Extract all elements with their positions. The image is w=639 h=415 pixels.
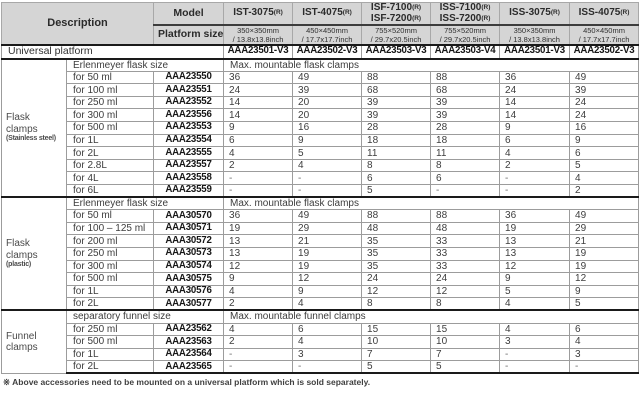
value-cell: 5: [570, 159, 639, 172]
value-cell: 24: [500, 84, 570, 97]
universal-platform-code: AAA23502-V3: [293, 45, 362, 59]
catalog-code-cell: AAA30575: [154, 273, 224, 286]
catalog-code-cell: AAA30576: [154, 285, 224, 298]
value-cell: 9: [570, 285, 639, 298]
value-cell: 7: [362, 348, 431, 361]
value-cell: 14: [500, 96, 570, 109]
value-cell: 33: [431, 247, 500, 260]
universal-platform-code: AAA23503-V4: [431, 45, 500, 59]
value-cell: 9: [293, 285, 362, 298]
value-cell: 9: [224, 122, 293, 135]
value-cell: -: [293, 184, 362, 197]
value-cell: 4: [224, 285, 293, 298]
value-cell: 21: [570, 235, 639, 248]
value-cell: 4: [500, 323, 570, 336]
value-cell: 39: [570, 84, 639, 97]
model-header-1: [293, 3, 362, 26]
platform-size-line: / 29.7x20.5inch: [370, 35, 422, 44]
value-cell: 15: [431, 323, 500, 336]
model-header-2: [362, 3, 431, 26]
registered-mark: (R): [620, 9, 630, 17]
value-cell: 3: [570, 348, 639, 361]
value-cell: 20: [293, 109, 362, 122]
value-cell: 12: [293, 273, 362, 286]
catalog-code-cell: AAA23550: [154, 71, 224, 84]
catalog-code-cell: AAA23558: [154, 172, 224, 185]
value-cell: 48: [362, 222, 431, 235]
catalog-code-cell: AAA23554: [154, 134, 224, 147]
value-cell: 6: [570, 147, 639, 160]
universal-platform-code: AAA23501-V3: [500, 45, 570, 59]
value-cell: 36: [500, 210, 570, 223]
value-cell: 16: [293, 122, 362, 135]
value-cell: 35: [362, 247, 431, 260]
value-cell: 10: [431, 336, 500, 349]
max-clamps-header: Max. mountable funnel clamps: [224, 310, 639, 323]
data-row: [2, 260, 639, 273]
section-2-header-row: [2, 310, 639, 323]
value-cell: 19: [570, 247, 639, 260]
value-cell: -: [431, 184, 500, 197]
value-cell: 13: [224, 247, 293, 260]
value-cell: 29: [293, 222, 362, 235]
value-cell: 19: [570, 260, 639, 273]
value-cell: 49: [570, 71, 639, 84]
catalog-code-cell: AAA23551: [154, 84, 224, 97]
category-note: (Stainless steel): [6, 135, 56, 143]
max-clamps-header: Max. mountable flask clamps: [224, 197, 639, 210]
model-header-0: [224, 3, 293, 26]
value-cell: -: [224, 361, 293, 374]
value-cell: -: [224, 184, 293, 197]
value-cell: 2: [224, 159, 293, 172]
data-row: [2, 222, 639, 235]
value-cell: 49: [293, 71, 362, 84]
value-cell: 6: [224, 134, 293, 147]
value-cell: 9: [500, 273, 570, 286]
model-label: Model: [154, 3, 224, 26]
data-row: [2, 172, 639, 185]
platform-size-label: Platform size: [154, 25, 224, 45]
value-cell: 13: [500, 247, 570, 260]
value-cell: 24: [224, 84, 293, 97]
universal-platform-code: AAA23502-V3: [570, 45, 639, 59]
value-cell: 33: [431, 260, 500, 273]
value-cell: 12: [431, 285, 500, 298]
max-clamps-header: Max. mountable flask clamps: [224, 59, 639, 72]
model-name: ISS-3075(R): [509, 7, 560, 19]
value-cell: 5: [570, 298, 639, 311]
data-row: [2, 71, 639, 84]
catalog-code-cell: AAA23557: [154, 159, 224, 172]
value-cell: 10: [362, 336, 431, 349]
footnote: ※ Above accessories need to be mounted on a universal platform which is sold separately.: [3, 377, 371, 388]
data-row: [2, 159, 639, 172]
category-name: Funnel clamps: [6, 330, 38, 354]
category-cell: [2, 197, 67, 310]
size-label-cell: for 250 ml: [67, 96, 154, 109]
value-cell: 6: [431, 172, 500, 185]
size-label-cell: for 50 ml: [67, 210, 154, 223]
platform-size-line: / 13.8x13.8inch: [232, 35, 284, 44]
table-header: [2, 3, 639, 46]
value-cell: 9: [500, 122, 570, 135]
value-cell: -: [293, 172, 362, 185]
value-cell: 2: [224, 298, 293, 311]
value-cell: 2: [570, 184, 639, 197]
value-cell: 6: [362, 172, 431, 185]
table-body: [2, 45, 639, 373]
value-cell: 4: [224, 323, 293, 336]
catalog-code-cell: AAA30574: [154, 260, 224, 273]
value-cell: 7: [431, 348, 500, 361]
size-label-cell: for 50 ml: [67, 71, 154, 84]
data-row: [2, 147, 639, 160]
category-note: (plastic): [6, 261, 32, 269]
size-type-header: Erlenmeyer flask size: [67, 59, 224, 72]
value-cell: -: [224, 348, 293, 361]
value-cell: 8: [431, 298, 500, 311]
value-cell: 39: [431, 96, 500, 109]
universal-platform-row: [2, 45, 639, 59]
value-cell: 15: [362, 323, 431, 336]
platform-size-line: 755×520mm: [444, 26, 486, 35]
data-row: [2, 109, 639, 122]
size-label-cell: for 200 ml: [67, 235, 154, 248]
value-cell: 14: [224, 96, 293, 109]
value-cell: 19: [293, 247, 362, 260]
size-label-cell: for 1L: [67, 285, 154, 298]
size-label-cell: for 2.8L: [67, 159, 154, 172]
value-cell: 16: [570, 122, 639, 135]
platform-size-1: [293, 25, 362, 45]
size-label-cell: for 100 ml: [67, 84, 154, 97]
value-cell: 18: [362, 134, 431, 147]
value-cell: 24: [570, 109, 639, 122]
size-type-header: Erlenmeyer flask size: [67, 197, 224, 210]
registered-mark: (R): [412, 14, 422, 22]
platform-size-5: [570, 25, 639, 45]
value-cell: 5: [431, 361, 500, 374]
model-header-3: [431, 3, 500, 26]
value-cell: 88: [362, 71, 431, 84]
size-label-cell: for 500 ml: [67, 122, 154, 135]
model-name: ISS-7200(R): [439, 12, 491, 24]
value-cell: 21: [293, 235, 362, 248]
value-cell: 3: [293, 348, 362, 361]
catalog-code-cell: AAA30570: [154, 210, 224, 223]
platform-size-line: 350×350mm: [237, 26, 279, 35]
category-name: Flask clamps: [6, 112, 38, 135]
value-cell: 13: [224, 235, 293, 248]
value-cell: 11: [362, 147, 431, 160]
platform-size-line: / 13.8x13.8inch: [509, 35, 560, 44]
data-row: [2, 210, 639, 223]
catalog-code-cell: AAA23564: [154, 348, 224, 361]
size-label-cell: for 2L: [67, 298, 154, 311]
size-label-cell: for 250 ml: [67, 323, 154, 336]
value-cell: 19: [500, 222, 570, 235]
registered-mark: (R): [481, 14, 491, 22]
value-cell: 6: [293, 323, 362, 336]
value-cell: 9: [224, 273, 293, 286]
registered-mark: (R): [342, 9, 352, 17]
value-cell: 14: [224, 109, 293, 122]
value-cell: -: [500, 348, 570, 361]
catalog-code-cell: AAA23563: [154, 336, 224, 349]
value-cell: 36: [224, 210, 293, 223]
data-row: [2, 134, 639, 147]
value-cell: 12: [362, 285, 431, 298]
value-cell: 24: [362, 273, 431, 286]
catalog-code-cell: AAA30572: [154, 235, 224, 248]
value-cell: 5: [362, 184, 431, 197]
platform-size-2: [362, 25, 431, 45]
size-label-cell: for 2L: [67, 147, 154, 160]
description-header: Description: [2, 3, 154, 46]
value-cell: 6: [500, 134, 570, 147]
data-row: [2, 184, 639, 197]
catalog-code-cell: AAA30577: [154, 298, 224, 311]
catalog-code-cell: AAA23556: [154, 109, 224, 122]
value-cell: 88: [431, 71, 500, 84]
value-cell: 28: [362, 122, 431, 135]
platform-size-3: [431, 25, 500, 45]
value-cell: 4: [500, 147, 570, 160]
accessories-spec-table: [1, 2, 639, 374]
catalog-code-cell: AAA23565: [154, 361, 224, 374]
size-label-cell: for 500 ml: [67, 336, 154, 349]
value-cell: 3: [500, 336, 570, 349]
value-cell: 49: [570, 210, 639, 223]
value-cell: 20: [293, 96, 362, 109]
value-cell: 88: [362, 210, 431, 223]
size-label-cell: for 100 – 125 ml: [67, 222, 154, 235]
registered-mark: (R): [550, 9, 560, 17]
value-cell: 8: [362, 298, 431, 311]
model-name: ISS-4075(R): [578, 7, 630, 19]
model-header-5: [570, 3, 639, 26]
platform-size-line: / 17.7x17.7inch: [301, 35, 353, 44]
size-label-cell: for 250 ml: [67, 247, 154, 260]
category-name: Flask clamps: [6, 238, 38, 261]
value-cell: 9: [570, 134, 639, 147]
value-cell: 6: [570, 323, 639, 336]
value-cell: 35: [362, 235, 431, 248]
value-cell: 18: [431, 134, 500, 147]
value-cell: 2: [224, 336, 293, 349]
model-name: ISS-7100(R): [439, 2, 491, 13]
value-cell: 36: [500, 71, 570, 84]
platform-size-line: 755×520mm: [375, 26, 417, 35]
value-cell: 2: [500, 159, 570, 172]
value-cell: 68: [431, 84, 500, 97]
value-cell: 4: [570, 172, 639, 185]
platform-size-0: [224, 25, 293, 45]
data-row: [2, 348, 639, 361]
value-cell: 39: [362, 96, 431, 109]
data-row: [2, 96, 639, 109]
data-row: [2, 84, 639, 97]
data-row: [2, 298, 639, 311]
section-1-header-row: [2, 197, 639, 210]
value-cell: 4: [293, 159, 362, 172]
value-cell: 36: [224, 71, 293, 84]
value-cell: -: [500, 172, 570, 185]
value-cell: 39: [431, 109, 500, 122]
platform-size-line: 450×450mm: [306, 26, 348, 35]
value-cell: 5: [362, 361, 431, 374]
universal-platform-code: AAA23503-V3: [362, 45, 431, 59]
catalog-code-cell: AAA23553: [154, 122, 224, 135]
size-label-cell: for 300 ml: [67, 260, 154, 273]
value-cell: 33: [431, 235, 500, 248]
data-row: [2, 247, 639, 260]
catalog-code-cell: AAA23559: [154, 184, 224, 197]
catalog-code-cell: AAA30571: [154, 222, 224, 235]
data-row: [2, 323, 639, 336]
size-label-cell: for 1L: [67, 134, 154, 147]
size-label-cell: for 6L: [67, 184, 154, 197]
platform-size-line: / 29.7x20.5inch: [439, 35, 491, 44]
model-name: IST-3075(R): [233, 7, 283, 19]
header-row-model: [2, 3, 639, 26]
size-type-header: separatory funnel size: [67, 310, 224, 323]
platform-size-line: 350×350mm: [513, 26, 556, 35]
catalog-code-cell: AAA23562: [154, 323, 224, 336]
value-cell: 19: [224, 222, 293, 235]
platform-size-4: [500, 25, 570, 45]
value-cell: 48: [431, 222, 500, 235]
value-cell: 24: [570, 96, 639, 109]
value-cell: 39: [362, 109, 431, 122]
value-cell: 4: [570, 336, 639, 349]
platform-size-line: / 17.7x17.7inch: [578, 35, 630, 44]
value-cell: 19: [293, 260, 362, 273]
value-cell: 14: [500, 109, 570, 122]
value-cell: -: [570, 361, 639, 374]
data-row: [2, 285, 639, 298]
registered-mark: (R): [412, 4, 422, 11]
data-row: [2, 273, 639, 286]
platform-size-line: 450×450mm: [583, 26, 625, 35]
value-cell: 28: [431, 122, 500, 135]
data-row: [2, 336, 639, 349]
value-cell: 35: [362, 260, 431, 273]
value-cell: 8: [431, 159, 500, 172]
model-name: ISF-7100(R): [370, 2, 422, 13]
registered-mark: (R): [481, 4, 491, 11]
value-cell: 29: [570, 222, 639, 235]
section-0-header-row: [2, 59, 639, 72]
value-cell: 49: [293, 210, 362, 223]
size-label-cell: for 2L: [67, 361, 154, 374]
value-cell: 12: [224, 260, 293, 273]
value-cell: 12: [500, 260, 570, 273]
size-label-cell: for 500 ml: [67, 273, 154, 286]
value-cell: -: [500, 184, 570, 197]
value-cell: 5: [500, 285, 570, 298]
catalog-code-cell: AAA23555: [154, 147, 224, 160]
value-cell: 4: [224, 147, 293, 160]
model-name: ISF-7200(R): [370, 12, 422, 24]
value-cell: 11: [431, 147, 500, 160]
value-cell: 8: [362, 159, 431, 172]
data-row: [2, 122, 639, 135]
value-cell: 4: [293, 298, 362, 311]
universal-platform-label: Universal platform: [2, 45, 224, 59]
value-cell: 4: [293, 336, 362, 349]
category-cell: [2, 59, 67, 198]
data-row: [2, 235, 639, 248]
universal-platform-code: AAA23501-V3: [224, 45, 293, 59]
value-cell: 9: [293, 134, 362, 147]
catalog-code-cell: AAA30573: [154, 247, 224, 260]
value-cell: 68: [362, 84, 431, 97]
value-cell: 12: [570, 273, 639, 286]
value-cell: 39: [293, 84, 362, 97]
category-cell: [2, 310, 67, 373]
value-cell: -: [293, 361, 362, 374]
registered-mark: (R): [273, 9, 283, 17]
value-cell: 88: [431, 210, 500, 223]
model-header-4: [500, 3, 570, 26]
size-label-cell: for 4L: [67, 172, 154, 185]
value-cell: 5: [293, 147, 362, 160]
value-cell: 4: [500, 298, 570, 311]
value-cell: -: [224, 172, 293, 185]
value-cell: 24: [431, 273, 500, 286]
value-cell: -: [500, 361, 570, 374]
model-name: IST-4075(R): [302, 7, 352, 19]
data-row: [2, 361, 639, 374]
value-cell: 13: [500, 235, 570, 248]
catalog-code-cell: AAA23552: [154, 96, 224, 109]
size-label-cell: for 1L: [67, 348, 154, 361]
size-label-cell: for 300 ml: [67, 109, 154, 122]
